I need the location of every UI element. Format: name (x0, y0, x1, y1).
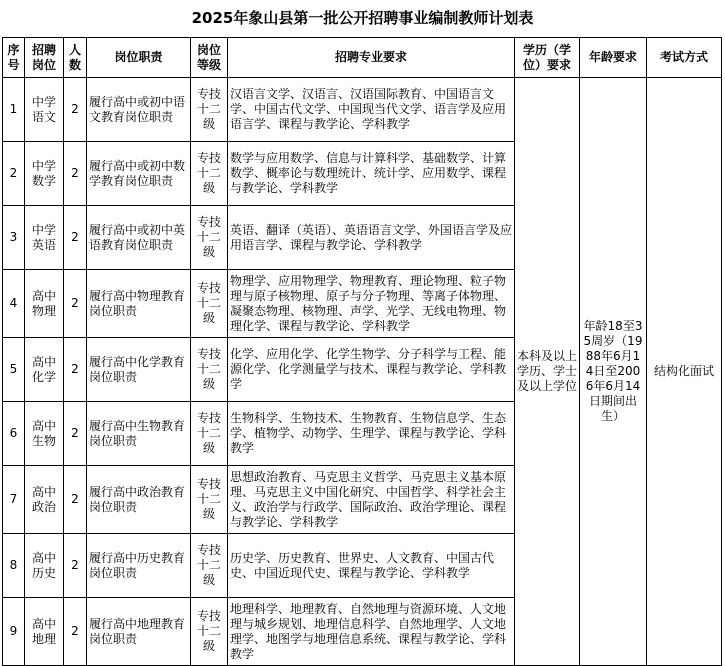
row-duty: 履行高中或初中语文教育岗位职责 (87, 78, 191, 142)
header-duty: 岗位职责 (87, 38, 191, 78)
row-count: 2 (64, 338, 87, 402)
row-duty: 履行高中地理教育岗位职责 (87, 598, 191, 666)
row-duty: 履行高中或初中英语教育岗位职责 (87, 206, 191, 270)
row-count: 2 (64, 206, 87, 270)
row-duty: 履行高中生物教育岗位职责 (87, 402, 191, 466)
row-seq: 4 (3, 270, 25, 338)
row-count: 2 (64, 270, 87, 338)
exam-method: 结构化面试 (647, 78, 722, 666)
row-seq: 1 (3, 78, 25, 142)
row-duty: 履行高中政治教育岗位职责 (87, 466, 191, 534)
age-requirement: 年龄18至35周岁（1988年6月14日至2006年6月14日期间出生） (580, 78, 647, 666)
row-post: 高中物理 (25, 270, 64, 338)
row-major: 历史学、历史教育、世界史、人文教育、中国古代史、中国近现代史、课程与教学论、学科教学 (228, 534, 515, 598)
row-seq: 9 (3, 598, 25, 666)
header-seq: 序号 (3, 38, 25, 78)
table-row (3, 78, 722, 142)
row-level: 专技十二级 (191, 598, 228, 666)
row-level: 专技十二级 (191, 206, 228, 270)
row-major: 地理科学、地理教育、自然地理与资源环境、人文地理与城乡规划、地理信息科学、自然地理学、人文地理学、地图学与地理信息系统、课程与教学论、学科教学 (228, 598, 515, 666)
row-major: 物理学、应用物理学、物理教育、理论物理、粒子物理与原子核物理、原子与分子物理、等离子体物理、凝聚态物理、核物理、声学、光学、无线电物理、物理化学、课程与教学论、学科教学 (228, 270, 515, 338)
row-duty: 履行高中或初中数学教育岗位职责 (87, 142, 191, 206)
header-exam: 考试方式 (647, 38, 722, 78)
row-seq: 7 (3, 466, 25, 534)
row-count: 2 (64, 142, 87, 206)
row-seq: 6 (3, 402, 25, 466)
header-major: 招聘专业要求 (228, 38, 515, 78)
row-count: 2 (64, 78, 87, 142)
row-level: 专技十二级 (191, 270, 228, 338)
row-post: 中学英语 (25, 206, 64, 270)
row-level: 专技十二级 (191, 402, 228, 466)
row-major: 生物科学、生物技术、生物教育、生物信息学、生态学、植物学、动物学、生理学、课程与教学论、学科教学 (228, 402, 515, 466)
row-major: 数学与应用数学、信息与计算科学、基础数学、计算数学、概率论与数理统计、统计学、应用数学、课程与教学论、学科教学 (228, 142, 515, 206)
row-major: 英语、翻译（英语）、英语语言文学、外国语言学及应用语言学、课程与教学论、学科教学 (228, 206, 515, 270)
row-major: 思想政治教育、马克思主义哲学、马克思主义基本原理、马克思主义中国化研究、中国哲学、科学社会主义、政治学与行政学、国际政治、政治学理论、课程与教学论、学科教学 (228, 466, 515, 534)
header-row (3, 38, 722, 78)
row-level: 专技十二级 (191, 466, 228, 534)
header-count: 人数 (64, 38, 87, 78)
row-duty: 履行高中化学教育岗位职责 (87, 338, 191, 402)
row-count: 2 (64, 598, 87, 666)
header-level: 岗位等级 (191, 38, 228, 78)
header-age: 年龄要求 (580, 38, 647, 78)
row-post: 中学数学 (25, 142, 64, 206)
row-post: 高中化学 (25, 338, 64, 402)
row-post: 高中生物 (25, 402, 64, 466)
row-duty: 履行高中历史教育岗位职责 (87, 534, 191, 598)
row-level: 专技十二级 (191, 78, 228, 142)
row-seq: 2 (3, 142, 25, 206)
row-post: 高中政治 (25, 466, 64, 534)
row-count: 2 (64, 534, 87, 598)
row-seq: 5 (3, 338, 25, 402)
header-edu: 学历（学位）要求 (515, 38, 580, 78)
row-post: 高中历史 (25, 534, 64, 598)
row-major: 汉语言文学、汉语言、汉语国际教育、中国语言文学、中国古代文学、中国现当代文学、语言学及应用语言学、课程与教学论、学科教学 (228, 78, 515, 142)
row-major: 化学、应用化学、化学生物学、分子科学与工程、能源化学、化学测量学与技术、课程与教学论、学科教学 (228, 338, 515, 402)
row-level: 专技十二级 (191, 534, 228, 598)
row-seq: 3 (3, 206, 25, 270)
row-post: 中学语文 (25, 78, 64, 142)
row-duty: 履行高中物理教育岗位职责 (87, 270, 191, 338)
edu-requirement: 本科及以上学历、学士及以上学位 (515, 78, 580, 666)
header-post: 招聘岗位 (25, 38, 64, 78)
row-count: 2 (64, 402, 87, 466)
row-level: 专技十二级 (191, 142, 228, 206)
row-count: 2 (64, 466, 87, 534)
recruitment-table (2, 37, 722, 666)
row-seq: 8 (3, 534, 25, 598)
row-level: 专技十二级 (191, 338, 228, 402)
page-title: 2025年象山县第一批公开招聘事业编制教师计划表 (191, 9, 534, 27)
row-post: 高中地理 (25, 598, 64, 666)
